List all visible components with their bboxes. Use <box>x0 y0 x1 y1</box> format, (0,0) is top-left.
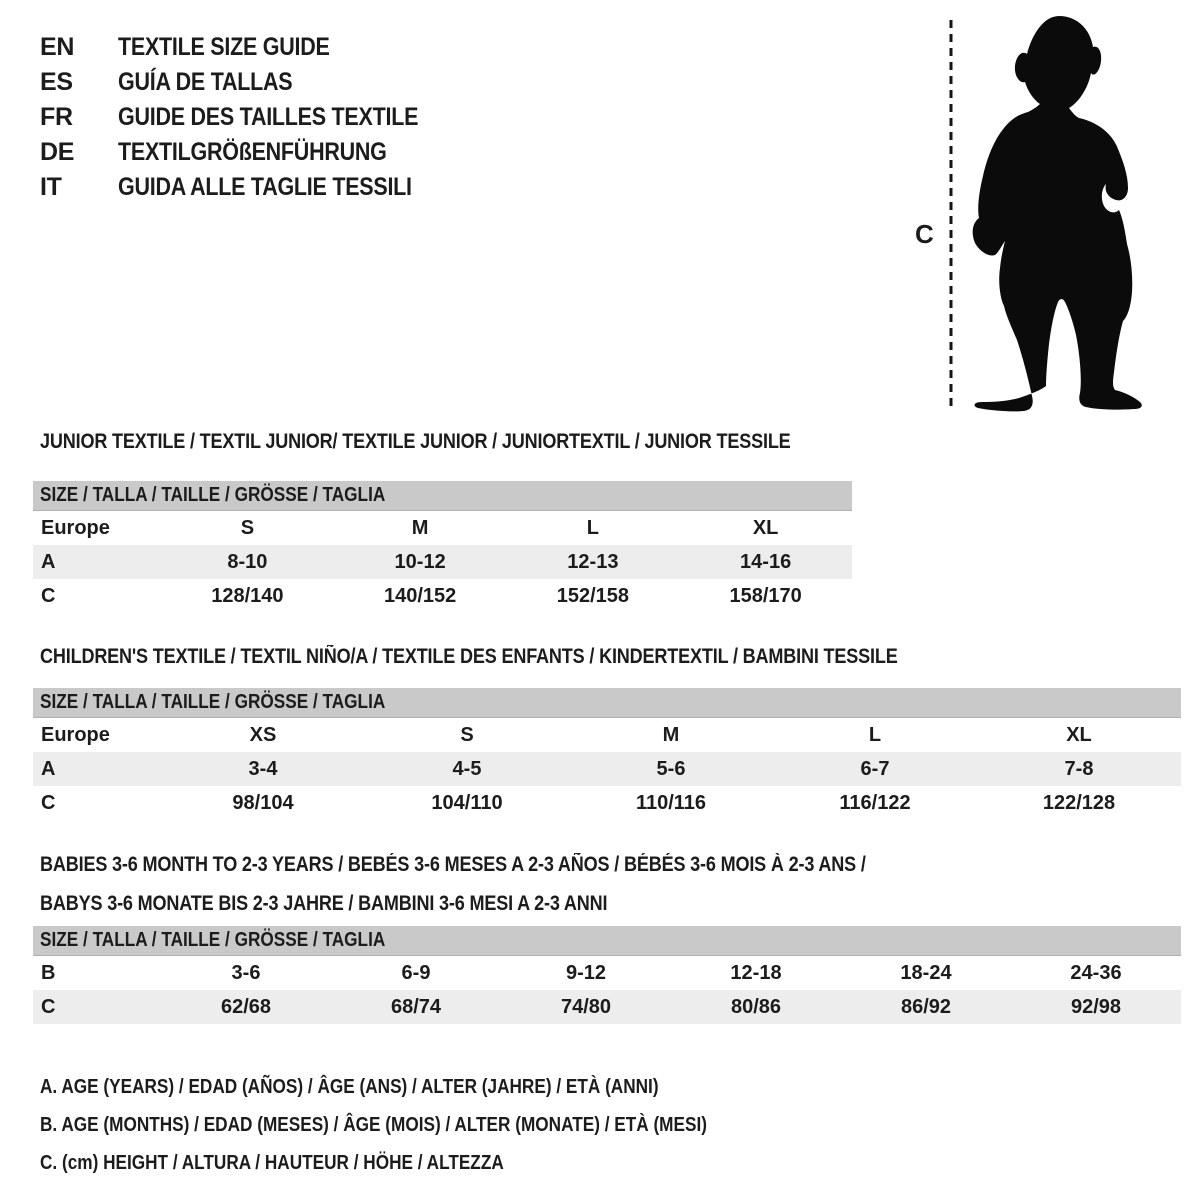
size-cell: 104/110 <box>431 791 503 814</box>
size-cell: M <box>411 516 429 539</box>
size-cell: 24-36 <box>1070 961 1122 984</box>
section-title-babies <box>40 845 1000 923</box>
row-label: A <box>41 757 56 780</box>
toddler-figure <box>940 12 1150 416</box>
guide-title-en: TEXTILE SIZE GUIDE <box>118 33 330 61</box>
size-header-bar <box>33 481 852 511</box>
size-cell: 12-18 <box>730 961 782 984</box>
legend-line-b: B. AGE (MONTHS) / EDAD (MESES) / ÂGE (MOIS) / ALTER (MONATE) / ETÀ (MESI) <box>40 1114 707 1136</box>
language-code: DE <box>40 138 75 166</box>
row-label: C <box>41 791 56 814</box>
size-header-bar <box>33 688 1181 718</box>
height-measure-label: C <box>915 219 934 249</box>
table-row-europe <box>33 511 852 545</box>
size-header-text: SIZE / TALLA / TAILLE / GRÖSSE / TAGLIA <box>40 691 386 713</box>
size-header-text: SIZE / TALLA / TAILLE / GRÖSSE / TAGLIA <box>40 929 386 951</box>
junior-size-table <box>33 481 852 613</box>
row-label: A <box>41 550 56 573</box>
size-cell: L <box>586 516 599 539</box>
table-row-c <box>33 990 1181 1024</box>
language-row-fr <box>40 100 467 135</box>
row-label: Europe <box>41 516 110 539</box>
legend-line-a: A. AGE (YEARS) / EDAD (AÑOS) / ÂGE (ANS) / ALTER (JAHRE) / ETÀ (ANNI) <box>40 1076 659 1098</box>
size-cell: 6-9 <box>401 961 431 984</box>
toddler-silhouette <box>973 16 1142 411</box>
row-label: B <box>41 961 56 984</box>
size-cell: L <box>868 723 882 746</box>
size-cell: 62/68 <box>220 995 272 1018</box>
language-code: IT <box>40 173 62 201</box>
language-code: ES <box>40 68 73 96</box>
section-title-junior <box>40 430 913 454</box>
size-cell: 7-8 <box>1064 757 1094 780</box>
size-cell: XL <box>752 516 779 539</box>
size-cell: 110/116 <box>635 791 707 814</box>
measurement-legend <box>40 1068 816 1182</box>
row-label: C <box>41 995 56 1018</box>
guide-title-de: TEXTILGRÖßENFÜHRUNG <box>118 138 387 166</box>
table-row-b <box>33 956 1181 990</box>
row-label: C <box>41 584 56 607</box>
language-row-en <box>40 30 467 65</box>
size-header-bar <box>33 926 1181 956</box>
language-code: FR <box>40 103 73 131</box>
size-cell: S <box>460 723 474 746</box>
guide-title-it: GUIDA ALLE TAGLIE TESSILI <box>118 173 412 201</box>
size-cell: 14-16 <box>740 550 792 573</box>
size-cell: 98/104 <box>232 791 294 814</box>
size-cell: 9-12 <box>565 961 607 984</box>
size-cell: 158/170 <box>729 584 802 607</box>
size-cell: 68/74 <box>390 995 442 1018</box>
size-cell: 4-5 <box>452 757 482 780</box>
size-cell: 122/128 <box>1042 791 1116 814</box>
size-cell: 10-12 <box>394 550 446 573</box>
size-cell: M <box>662 723 680 746</box>
size-cell: 3-6 <box>231 961 261 984</box>
language-row-es <box>40 65 467 100</box>
size-cell: 152/158 <box>556 584 630 607</box>
language-row-de <box>40 135 467 170</box>
babies-size-table <box>33 926 1181 1024</box>
size-cell: 12-13 <box>567 550 619 573</box>
size-cell: 6-7 <box>860 757 890 780</box>
table-row-a <box>33 752 1181 786</box>
section-title-babies-line1: BABIES 3-6 MONTH TO 2-3 YEARS / BEBÉS 3-6 MESES A 2-3 AÑOS / BÉBÉS 3-6 MOIS À 2-3 ANS / <box>40 853 866 876</box>
size-cell: S <box>240 516 255 539</box>
legend-line-c: C. (cm) HEIGHT / ALTURA / HAUTEUR / HÖHE / ALTEZZA <box>40 1152 504 1174</box>
size-cell: 18-24 <box>900 961 952 984</box>
size-cell: 140/152 <box>383 584 457 607</box>
size-cell: 92/98 <box>1070 995 1122 1018</box>
table-row-europe <box>33 718 1181 752</box>
language-row-it <box>40 170 467 205</box>
size-cell: 80/86 <box>730 995 782 1018</box>
guide-title-fr: GUIDE DES TAILLES TEXTILE <box>118 103 419 131</box>
size-cell: XL <box>1066 723 1092 746</box>
size-cell: 74/80 <box>560 995 612 1018</box>
section-title-junior-text: JUNIOR TEXTILE / TEXTIL JUNIOR/ TEXTILE JUNIOR / JUNIORTEXTIL / JUNIOR TESSILE <box>40 430 791 453</box>
language-code: EN <box>40 33 75 61</box>
section-title-children <box>40 645 1037 669</box>
size-cell: 8-10 <box>227 550 268 573</box>
language-title-list <box>40 30 467 205</box>
table-row-a <box>33 545 852 579</box>
row-label: Europe <box>41 723 110 746</box>
size-cell: 116/122 <box>839 791 911 814</box>
section-title-children-text: CHILDREN'S TEXTILE / TEXTIL NIÑO/A / TEXTILE DES ENFANTS / KINDERTEXTIL / BAMBINI TESSILE <box>40 645 898 668</box>
table-row-c <box>33 579 852 613</box>
children-size-table <box>33 688 1181 820</box>
size-cell: 3-4 <box>248 757 278 780</box>
section-title-babies-line2: BABYS 3-6 MONATE BIS 2-3 JAHRE / BAMBINI 3-6 MESI A 2-3 ANNI <box>40 892 608 915</box>
guide-title-es: GUÍA DE TALLAS <box>118 68 293 96</box>
table-row-c <box>33 786 1181 820</box>
size-cell: 128/140 <box>211 584 284 607</box>
size-cell: XS <box>249 723 277 746</box>
size-header-text: SIZE / TALLA / TAILLE / GRÖSSE / TAGLIA <box>40 484 386 506</box>
size-cell: 5-6 <box>656 757 686 780</box>
size-cell: 86/92 <box>900 995 952 1018</box>
